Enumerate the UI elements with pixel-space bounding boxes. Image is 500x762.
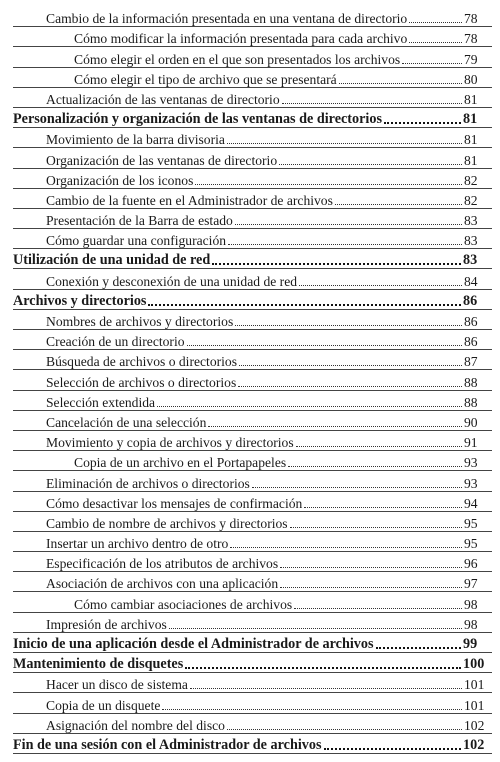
toc-entry <box>0 188 500 208</box>
toc-entry-title: Movimiento de la barra divisoria <box>46 132 225 148</box>
dot-leader <box>304 507 462 508</box>
toc-entry <box>0 551 500 571</box>
toc-entry-page: 86 <box>464 314 478 329</box>
toc-entry <box>0 410 500 430</box>
dot-leader <box>290 527 462 528</box>
toc-section-entry <box>0 248 500 268</box>
toc-entry-title: Cómo cambiar asociaciones de archivos <box>74 596 293 612</box>
toc-entry-title: Nombres de archivos y directorios <box>46 314 234 329</box>
toc-entry <box>0 46 500 66</box>
toc-entry <box>0 67 500 87</box>
dot-leader <box>324 748 462 750</box>
toc-entry <box>0 26 500 46</box>
toc-entry-title: Cómo guardar una configuración <box>46 233 227 249</box>
toc-entry-page: 93 <box>464 455 478 471</box>
dot-leader <box>376 647 461 649</box>
toc-entry-title: Conexión y desconexión de una unidad de red <box>46 273 298 289</box>
dot-leader <box>252 487 462 488</box>
toc-entry-title: Personalización y organización de las ventanas de directorios <box>13 111 382 128</box>
toc-entry <box>0 713 500 733</box>
dot-leader <box>212 263 461 265</box>
toc-entry-page: 102 <box>464 717 485 733</box>
dot-leader <box>169 628 462 629</box>
toc-entry-title: Impresión de archivos <box>46 616 167 632</box>
toc-entry-page: 82 <box>464 192 478 208</box>
toc-entry-page: 96 <box>464 556 478 572</box>
toc-entry-page: 81 <box>464 91 478 107</box>
toc-entry <box>0 268 500 288</box>
dot-leader <box>288 466 462 467</box>
toc-entry <box>0 127 500 147</box>
toc-entry <box>0 369 500 389</box>
toc-entry-page: 100 <box>463 656 485 673</box>
toc-entry-page: 81 <box>464 152 478 168</box>
dot-leader <box>280 567 462 568</box>
toc-entry-page: 80 <box>464 71 478 87</box>
dot-leader <box>162 709 462 710</box>
toc-entry-page: 99 <box>463 636 478 652</box>
dot-leader <box>238 386 462 387</box>
toc-entry-title: Movimiento y copia de archivos y directorios <box>46 435 294 451</box>
toc-entry-page: 81 <box>464 132 478 148</box>
dot-leader <box>235 325 462 326</box>
toc-entry <box>0 450 500 470</box>
toc-entry-title: Organización de los iconos <box>46 172 194 188</box>
toc-entry <box>0 692 500 712</box>
toc-section-entry <box>0 289 500 309</box>
toc-entry-title: Creación de un directorio <box>46 334 185 350</box>
toc-entry-title: Cómo desactivar los mensajes de confirmación <box>46 495 303 511</box>
toc-entry-page: 78 <box>464 31 478 47</box>
toc-entry-page: 83 <box>463 252 478 269</box>
toc-entry-page: 101 <box>464 697 485 713</box>
toc-section-entry <box>0 107 500 127</box>
toc-entry-title: Archivos y directorios <box>13 292 147 309</box>
toc-entry-page: 88 <box>464 374 478 390</box>
dot-leader <box>339 83 462 84</box>
toc-entry <box>0 672 500 692</box>
toc-entry-title: Cambio de nombre de archivos y directorios <box>46 515 288 531</box>
dot-leader <box>335 204 462 205</box>
toc-entry <box>0 309 500 329</box>
dot-leader <box>235 224 462 225</box>
toc-entry-page: 101 <box>464 677 485 693</box>
toc-entry-page: 98 <box>464 616 478 632</box>
toc-entry <box>0 228 500 248</box>
toc-entry-title: Copia de un archivo en el Portapapeles <box>74 455 287 471</box>
toc-section-entry <box>0 632 500 652</box>
toc-entry-title: Organización de las ventanas de directorio <box>46 152 278 168</box>
toc-entry-title: Utilización de una unidad de red <box>13 252 211 269</box>
dot-leader <box>227 143 462 144</box>
toc-entry-page: 79 <box>464 51 478 67</box>
toc-entry-page: 94 <box>464 495 478 511</box>
dot-leader <box>195 184 462 185</box>
toc-entry <box>0 571 500 591</box>
toc-entry-title: Copia de un disquete <box>46 697 161 713</box>
dot-leader <box>282 103 462 104</box>
toc-entry-title: Presentación de la Barra de estado <box>46 213 233 229</box>
toc-entry <box>0 612 500 632</box>
toc-entry-page: 83 <box>464 233 478 249</box>
dot-leader <box>208 426 462 427</box>
toc-entry-title: Asignación del nombre del disco <box>46 717 225 733</box>
dot-leader <box>157 406 462 407</box>
dot-leader <box>402 63 462 64</box>
toc-entry-page: 98 <box>464 596 478 612</box>
toc-entry <box>0 511 500 531</box>
toc-entry <box>0 168 500 188</box>
toc-entry-title: Cómo elegir el tipo de archivo que se presentará <box>74 71 337 87</box>
toc-entry <box>0 208 500 228</box>
toc-entry-title: Inicio de una aplicación desde el Administrador de archivos <box>13 636 374 652</box>
toc-entry-page: 87 <box>464 354 478 370</box>
dot-leader <box>148 304 461 306</box>
dot-leader <box>227 729 462 730</box>
toc-entry <box>0 470 500 490</box>
toc-entry-title: Especificación de los atributos de archivos <box>46 556 279 572</box>
toc-entry-page: 95 <box>464 536 478 552</box>
dot-leader <box>409 42 462 43</box>
toc-entry-page: 81 <box>463 111 478 128</box>
dot-leader <box>185 667 461 669</box>
dot-leader <box>299 285 462 286</box>
dot-leader <box>280 587 462 588</box>
toc-entry-title: Fin de una sesión con el Administrador de archivos <box>13 736 322 753</box>
dot-leader <box>230 547 462 548</box>
dot-leader <box>187 345 462 346</box>
dot-leader <box>296 446 462 447</box>
toc-entry <box>0 531 500 551</box>
toc-entry-page: 95 <box>464 515 478 531</box>
toc-entry-page: 84 <box>464 273 478 289</box>
toc-entry-title: Eliminación de archivos o directorios <box>46 475 250 491</box>
toc-entry-page: 83 <box>464 213 478 229</box>
toc-entry-page: 102 <box>463 736 485 753</box>
toc-entry-title: Selección extendida <box>46 394 156 410</box>
toc-entry-title: Asociación de archivos con una aplicación <box>46 576 279 592</box>
toc-entry-page: 78 <box>464 11 478 27</box>
toc-entry-page: 86 <box>463 292 478 309</box>
toc-entry-title: Búsqueda de archivos o directorios <box>46 354 238 370</box>
dot-leader <box>409 22 462 23</box>
toc-entry-page: 93 <box>464 475 478 491</box>
toc-entry-title: Cancelación de una selección <box>46 414 207 430</box>
toc-entry-page: 97 <box>464 576 478 592</box>
toc-entry-title: Actualización de las ventanas de directorio <box>46 91 280 107</box>
toc-entry-title: Selección de archivos o directorios <box>46 374 237 390</box>
toc-entry-page: 86 <box>464 334 478 350</box>
toc-entry-page: 90 <box>464 414 478 430</box>
toc-entry <box>0 491 500 511</box>
toc-entry-title: Mantenimiento de disquetes <box>13 656 184 673</box>
toc-entry-title: Hacer un disco de sistema <box>46 677 188 693</box>
toc-entry-title: Cambio de la información presentada en una ventana de directorio <box>46 11 408 27</box>
toc-entry-page: 91 <box>464 435 478 451</box>
toc-section-entry <box>0 652 500 672</box>
row-divider <box>13 753 492 754</box>
toc-entry-page: 88 <box>464 394 478 410</box>
dot-leader <box>384 122 461 124</box>
table-of-contents <box>0 6 500 753</box>
toc-section-entry <box>0 733 500 753</box>
toc-entry-title: Insertar un archivo dentro de otro <box>46 536 229 552</box>
toc-entry-title: Cómo elegir el orden en el que son presentados los archivos <box>74 51 401 67</box>
toc-entry <box>0 430 500 450</box>
dot-leader <box>279 164 462 165</box>
toc-entry <box>0 147 500 167</box>
toc-entry <box>0 390 500 410</box>
dot-leader <box>190 688 462 689</box>
dot-leader <box>239 365 462 366</box>
toc-entry <box>0 87 500 107</box>
dot-leader <box>228 244 462 245</box>
toc-entry <box>0 349 500 369</box>
toc-entry-title: Cambio de la fuente en el Administrador de archivos <box>46 192 333 208</box>
toc-entry <box>0 6 500 26</box>
toc-entry-title: Cómo modificar la información presentada para cada archivo <box>74 31 408 47</box>
toc-entry <box>0 329 500 349</box>
toc-entry-page: 82 <box>464 172 478 188</box>
dot-leader <box>294 608 462 609</box>
toc-entry <box>0 591 500 611</box>
